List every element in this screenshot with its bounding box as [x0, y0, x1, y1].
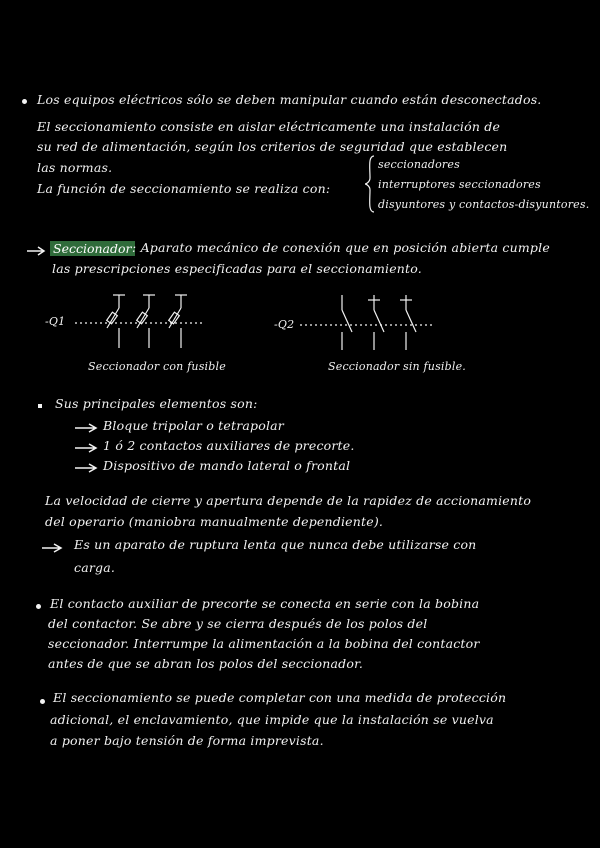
text-line: del operario (maniobra manualmente dependiente).	[45, 514, 384, 529]
text-line: antes de que se abran los polos del seccionador.	[48, 656, 364, 671]
text-line: : Aparato mecánico de conexión que en posición abierta cumple	[132, 240, 550, 255]
text-line: seccionador. Interrumpe la alimentación a la bobina del contactor	[48, 636, 480, 651]
text-line: del contactor. Se abre y se cierra después de los polos del	[48, 616, 428, 631]
option-item: seccionadores	[378, 158, 460, 171]
arrow-icon	[42, 543, 66, 553]
list-title: Sus principales elementos son:	[55, 396, 258, 411]
option-item: disyuntores y contactos-disyuntores.	[378, 198, 590, 211]
list-item: 1 ó 2 contactos auxiliares de precorte.	[103, 438, 355, 453]
disconnector-symbol	[300, 292, 450, 352]
fuse-disconnector-symbol	[75, 290, 235, 350]
list-item: Dispositivo de mando lateral o frontal	[103, 458, 351, 473]
text-line: las normas.	[37, 160, 113, 175]
label-q1: -Q1	[45, 315, 66, 328]
arrow-icon	[75, 423, 99, 433]
option-item: interruptores seccionadores	[378, 178, 541, 191]
text-line: La función de seccionamiento se realiza con:	[37, 181, 331, 196]
text-line: El contacto auxiliar de precorte se conecta en serie con la bobina	[50, 596, 480, 611]
text-line: El seccionamiento se puede completar con una medida de protección	[53, 690, 507, 705]
text-line: carga.	[74, 560, 116, 575]
diagram-caption: Seccionador sin fusible.	[328, 360, 466, 373]
diagram-caption: Seccionador con fusible	[88, 360, 226, 373]
bullet	[40, 699, 45, 704]
text-line: El seccionamiento consiste en aislar eléctricamente una instalación de	[37, 119, 501, 134]
bullet	[38, 404, 42, 408]
bullet	[36, 604, 41, 609]
label-q2: -Q2	[274, 318, 295, 331]
text-line: Es un aparato de ruptura lenta que nunca debe utilizarse con	[74, 537, 477, 552]
bullet	[22, 99, 27, 104]
arrow-icon	[75, 463, 99, 473]
highlight-term: Seccionador	[50, 241, 135, 256]
text-line: su red de alimentación, según los criterios de seguridad que establecen	[37, 139, 508, 154]
arrow-icon	[75, 443, 99, 453]
text-line: Los equipos eléctricos sólo se deben manipular cuando están desconectados.	[37, 92, 542, 107]
list-item: Bloque tripolar o tetrapolar	[103, 418, 284, 433]
curly-brace	[364, 154, 376, 214]
text-line: La velocidad de cierre y apertura depende de la rapidez de accionamiento	[45, 493, 532, 508]
arrow-icon	[27, 246, 47, 256]
text-line: a poner bajo tensión de forma imprevista.	[50, 733, 324, 748]
text-line: las prescripciones especificadas para el seccionamiento.	[52, 261, 422, 276]
text-line: adicional, el enclavamiento, que impide que la instalación se vuelva	[50, 712, 494, 727]
